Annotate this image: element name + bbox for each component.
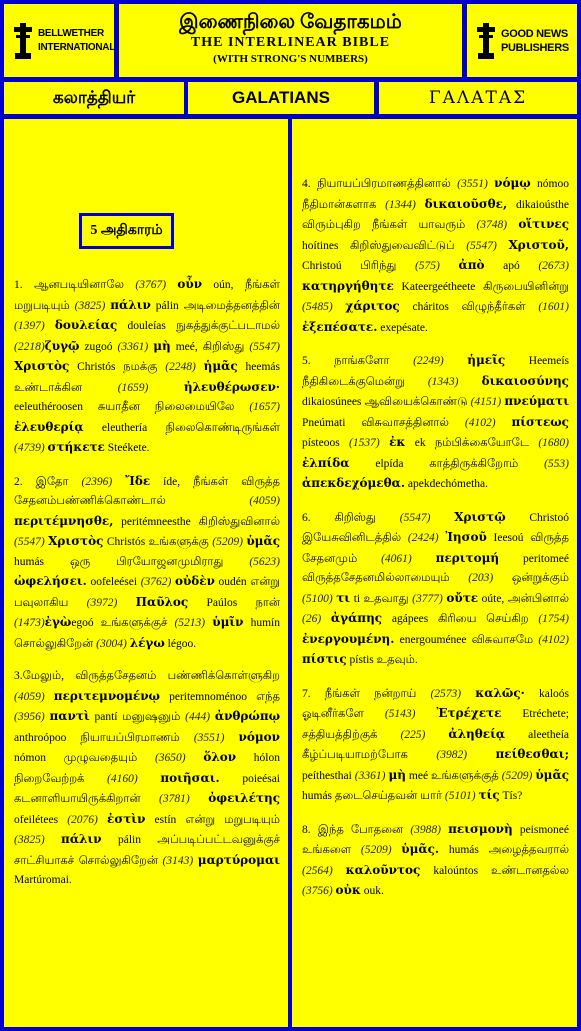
verse-4: 4. நியாயப்பிரமாணத்தினால் (3551) νόμῳ nómoo நீதிமான்களாக (1344) δικαιοῦσθε, dikaioústhe விரும்புகிற நீங்கள் யாவரும் (3748) οἵτινες hoítines கிறிஸ்துவைவிட்டுப் (5547) Χριστοῦ, Christoú பிரிந்து (575) ἀπὸ apó (2673) κατηργήθητε Kateergeétheete கிருபையினின்று (5485) χάριτος cháritos விழுந்தீர்கள் (1601) ἐξεπέσατε. exepésate. — [302, 176, 570, 334]
logo-left-line2: INTERNATIONAL — [38, 41, 116, 53]
verse-5: 5. நாங்களோ (2249) ἡμεῖς Heemeís நீதிகிடைக்குமென்று (1343) δικαιοσύνης dikaiosúnees ஆவியைக்கொண்டு (4151) πνεύματι Pneúmati விசுவாசத்தினால் (4102) πίστεως písteoos (1537) ἐκ ek நம்பிக்கையோடே (1680) ἐλπίδα elpída காத்திருக்கிறோம் (553) ἀπεκδεχόμεθα. apekdechómetha. — [302, 353, 570, 490]
good-news-logo — [467, 4, 577, 77]
chapter-label: 5 அதிகாரம் — [79, 213, 174, 249]
title-english: THE INTERLINEAR BIBLE — [190, 35, 391, 50]
verse-2: 2. இதோ (2396) Ἴδε íde, நீங்கள் விருத்த சேதனம்பண்ணிக்கொண்டால் (4059) περιτέμνησθε, peritémneesthe கிறிஸ்துவினால் (5547) Χριστὸς Christós உங்களுக்கு (5209) ὑμᾶς humás ஒரு பிரயோஜனமுமிராது (5623) ὠφελήσει. oofeleései (3762) οὐδὲν oudén என்று பவுலாகிய (3972) Παῦλος Paúlos நான் (1473)ἐγὼegoó உங்களுக்குச் (5213) ὑμῖν humín சொல்லுகிறேன் (3004) λέγω légoo. — [14, 473, 281, 650]
right-verses — [302, 174, 569, 902]
logo-right-line1: GOOD NEWS — [501, 27, 568, 40]
left-column — [4, 119, 288, 1027]
bellwether-logo — [4, 4, 114, 77]
verse-3: 3.மேலும், விருத்தசேதனம் பண்ணிக்கொள்ளுகிற (4059) περιτεμνομένῳ peritemnoménoo எந்த (3956) παντὶ pantí மனுஷனும் (444) ἀνθρώπῳ anthroópoo நியாயப்பிரமாணம் (3551) νόμον nómon முழுவதையும் (3650) ὅλον hólon நிறைவேற்றக் (4160) ποιῆσαι. poieésai கடனாளியாயிருக்கிறான் (3781) ὀφειλέτης ofeilétees (2076) ἐστὶν estín என்று மறுபடியும் (3825) πάλιν pálin அப்படிப்பட்டவனுக்குச் சாட்சியாகச் சொல்லுகிறேன் (3143) μαρτύρομαι Martúromai. — [14, 670, 281, 886]
verse-8: 8. இந்த போதனை (3988) πεισμονὴ peismoneé உங்களை (5209) ὑμᾶς. humás அழைத்தவரால் (2564) καλοῦντος kaloúntos உண்டானதல்ல (3756) οὐκ ouk. — [302, 821, 569, 897]
book-name-english: GALATIANS — [188, 82, 374, 114]
good-news-emblem-icon — [475, 21, 497, 61]
bellwether-emblem-icon — [12, 21, 34, 61]
logo-left-line1: BELLWETHER — [38, 27, 104, 39]
left-verses — [14, 275, 280, 891]
verse-7: 7. நீங்கள் நன்றாய் (2573) καλῶς· kaloós ஓடினீர்களே (5143) Ἐτρέχετε Etréchete; சத்தியத்திற்குக் (225) ἀληθείᾳ aleetheía கீழ்ப்படியாமற்போக (3982) πείθεσθαι; peíthesthai (3361) μὴ meé உங்களுக்குத் (5209) ὑμᾶς humás தடைசெய்தவன் யார் (5101) τίς Tís? — [302, 685, 570, 802]
logo-right-line2: PUBLISHERS — [501, 41, 569, 54]
verse-1: 1. ஆனபடியினாலே (3767) οὖν oún, நீங்கள் மறுபடியும் (3825) πάλιν pálin அடிமைத்தனத்தின் (1397) δουλείας douleías நுகத்துக்குட்படாமல் (2218)ζυγῷ zugoó (3361) μὴ meé, கிறிஸ்து (5547) Χριστὸς Christós நமக்கு (2248) ἡμᾶς heemás உண்டாக்கின (1659) ἠλευθέρωσεν· eeleuthéroosen சுயாதீன நிலைமையிலே (1657) ἐλευθερίᾳ eleuthería நிலைகொண்டிருங்கள் (4739) στήκετε Steékete. — [14, 277, 281, 454]
title-block — [119, 4, 462, 77]
right-column — [292, 119, 577, 1027]
book-name-tamil: கலாத்தியர் — [4, 82, 184, 114]
title-tamil: இணைநிலை வேதாகமம் — [179, 11, 402, 33]
verse-6: 6. கிறிஸ்து (5547) Χριστῷ Christoó இயேசுவினிடத்தில் (2424) Ἰησοῦ Ieesoú விருத்த சேதனமும் (4061) περιτομή peritomeé விருத்தசேதனமில்லாமையும் (203) ஒன்றுக்கும் (5100) τι ti உதவாது (3777) οὔτε oúte, அன்பினால் (26) ἀγάπης agápees கிரியை செய்கிற (1754) ἐνεργουμένη. energouménee விசுவாசமே (4102) πίστις pístis உதவும். — [302, 509, 569, 666]
title-subtitle: (WITH STRONG'S NUMBERS) — [213, 53, 368, 65]
book-name-greek: ΓΑΛΑΤΑΣ — [379, 82, 577, 114]
